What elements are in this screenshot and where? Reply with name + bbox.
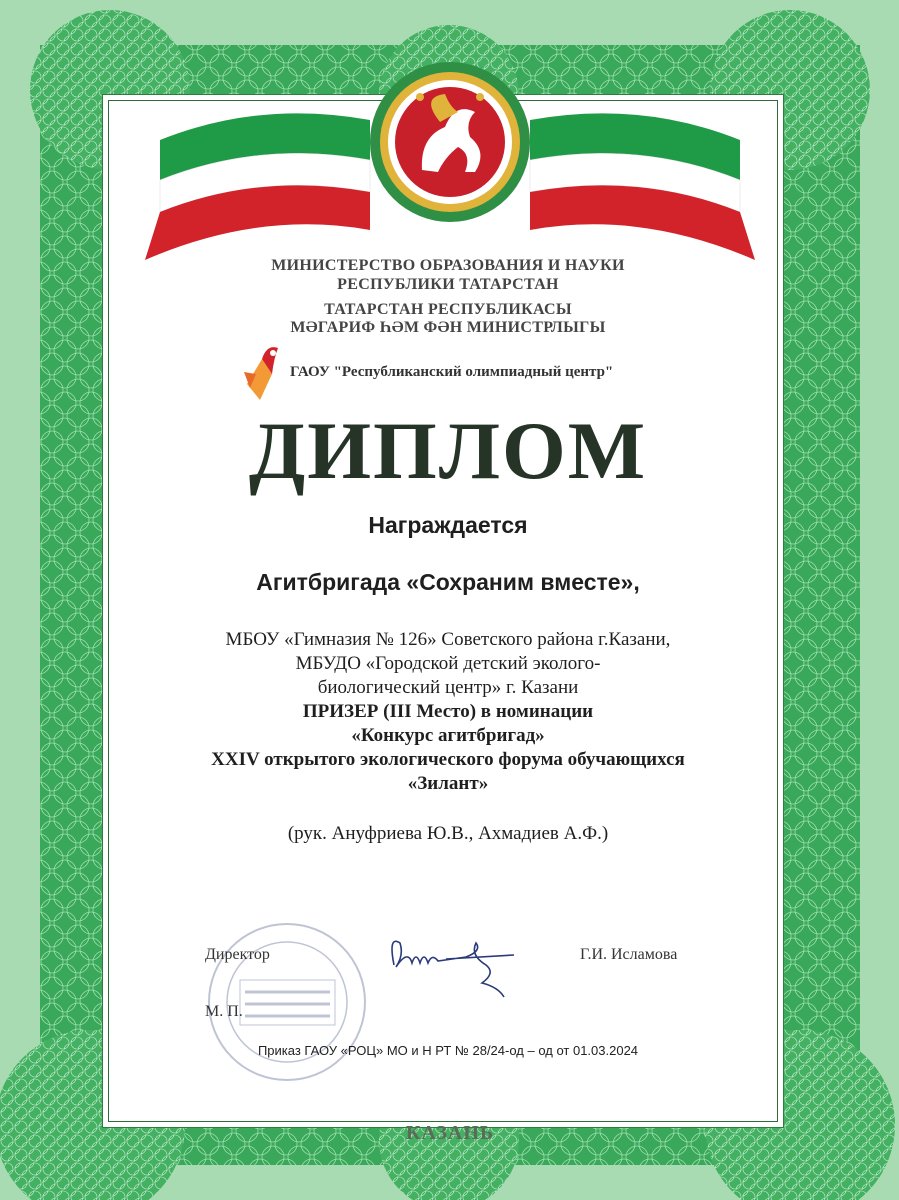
olympiad-center-logo — [242, 344, 282, 402]
ministry-ru-line1: МИНИСТЕРСТВО ОБРАЗОВАНИЯ И НАУКИ — [271, 257, 625, 274]
ministry-tt-line2: МӘГАРИФ ҺӘМ ФӘН МИНИСТРЛЫГЫ — [290, 319, 606, 336]
seal-label: М. П. — [205, 1003, 243, 1020]
flag-ribbon-left — [145, 113, 370, 260]
body-line-1: МБОУ «Гимназия № 126» Советского района г.Казани, — [225, 629, 671, 650]
diploma-title: ДИПЛОМ — [248, 405, 648, 496]
forum-name-line: «Зилант» — [407, 773, 489, 794]
body-line-2: МБУДО «Городской детский эколого- — [295, 653, 601, 674]
forum-line: XXIV открытого экологического форума обучающихся — [211, 749, 685, 770]
flag-ribbon-emblem — [140, 60, 760, 270]
body-line-3: биологический центр» г. Казани — [317, 677, 579, 698]
director-name: Г.И. Исламова — [580, 946, 678, 963]
flag-ribbon-right — [530, 113, 755, 260]
ministry-tt-line1: ТАТАРСТАН РЕСПУБЛИКАСЫ — [324, 301, 572, 318]
awarded-label: Награждается — [368, 512, 528, 538]
director-signature — [386, 925, 516, 1000]
prize-line: ПРИЗЕР (III Место) в номинации — [302, 701, 594, 722]
tatarstan-emblem — [370, 62, 530, 222]
order-reference: Приказ ГАОУ «РОЦ» МО и Н РТ № 28/24-од – од от 01.03.2024 — [257, 1043, 639, 1058]
organization-name: ГАОУ "Республиканский олимпиадный центр" — [290, 364, 614, 380]
director-label: Директор — [205, 946, 270, 963]
city-label: КАЗАНЬ — [405, 1122, 495, 1144]
ministry-ru-line2: РЕСПУБЛИКИ ТАТАРСТАН — [337, 276, 559, 293]
nomination-line: «Конкурс агитбригад» — [351, 725, 545, 746]
supervisors-line: (рук. Ануфриева Ю.В., Ахмадиев А.Ф.) — [287, 823, 609, 844]
recipient-name: Агитбригада «Сохраним вместе», — [256, 569, 640, 595]
